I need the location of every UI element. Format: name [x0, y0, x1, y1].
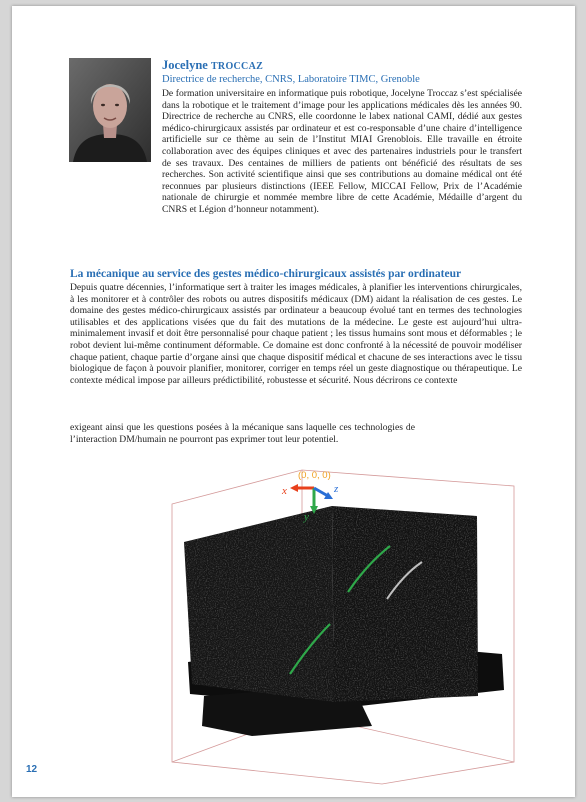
ultrasound-3d-figure — [132, 464, 552, 786]
section-title: La mécanique au service des gestes médico-chirurgicaux assistés par ordinateur — [70, 268, 462, 280]
author-name — [162, 58, 522, 74]
author-role: Directrice de recherche, CNRS, Laboratoire TIMC, Grenoble — [162, 74, 420, 85]
origin-label: (0, 0, 0) — [298, 470, 331, 481]
x-axis-label: x — [282, 485, 287, 497]
document-page — [12, 6, 575, 797]
author-first-name: Jocelyne — [162, 58, 208, 72]
portrait-image — [69, 58, 151, 162]
section-body-tail: exigeant ainsi que les questions posées à la mécanique sans laquelle ces technologies de l’interaction DM/humain ne pourront pas exprimer tout leur potentiel. — [70, 422, 415, 445]
author-last-name: TROCCAZ — [210, 61, 264, 72]
z-axis-arrow — [314, 488, 328, 496]
ultrasound-volume-render — [132, 464, 552, 786]
author-portrait — [69, 58, 151, 162]
y-axis-label: y — [304, 511, 309, 523]
author-bio-block — [162, 58, 522, 216]
z-axis-label: z — [334, 483, 339, 495]
section-body: Depuis quatre décennies, l’informatique sert à traiter les images médicales, à planifier les interventions chirurgicales, à les monitorer et à contrôler des robots ou autres dispositifs médicaux (DM) aidant la réalisation de ces gestes. Le domaine des gestes médico-chirurgicaux assistés par ordinateur a beaucoup évolué tant en termes des technologies utilisables et des applications visées que du fait des mutations de la médecine. Le geste est aujourd’hui ultra-minimalement invasif et doit être personnalisé pour chaque patient ; les tissus humains sont mous et déformables ; le robot devient lui-même continument déformable. Ce domaine est donc confronté à la nécessité de pouvoir modéliser chaque patient, chaque partie d’organe ainsi que chaque dispositif médical et chacune de ses interactions avec le tissu biologique de façon à pouvoir planifier, monitorer, corriger en temps réel un geste diagnostique ou thérapeutique. Le contexte médical impose par ailleurs prédictibilité, robustesse et sécurité. Nous décrirons ce contexte — [70, 282, 522, 386]
page-number: 12 — [26, 764, 38, 775]
author-biography: De formation universitaire en informatique puis robotique, Jocelyne Troccaz s’est spécialisée dans la robotique et le traitement d’image pour les applications médicales dès les années 90. Directrice de recherche au CNRS, elle coordonne le labex national CAMI, dédié aux gestes médico-chirurgicaux assistés par ordinateur et est co-responsable d’une chaire d’intelligence artificielle sur ce thème au sein de l’Institut MIAI Grenoblois. Elle travaille en étroite collaboration avec des équipes cliniques et avec des partenaires industriels pour le transfert de ses travaux. Des centaines de milliers de patients ont bénéficié des résultats de ses recherches. Son activité scientifique ainsi que ses contributions au domaine médical ont été reconnues par plusieurs distinctions (IEEE Fellow, MICCAI Fellow, Prix de l’Académie nationale de chirurgie et nommée membre libre de cette Académie, Médaille d’argent du CNRS et Légion d’honneur notamment). — [162, 88, 522, 215]
